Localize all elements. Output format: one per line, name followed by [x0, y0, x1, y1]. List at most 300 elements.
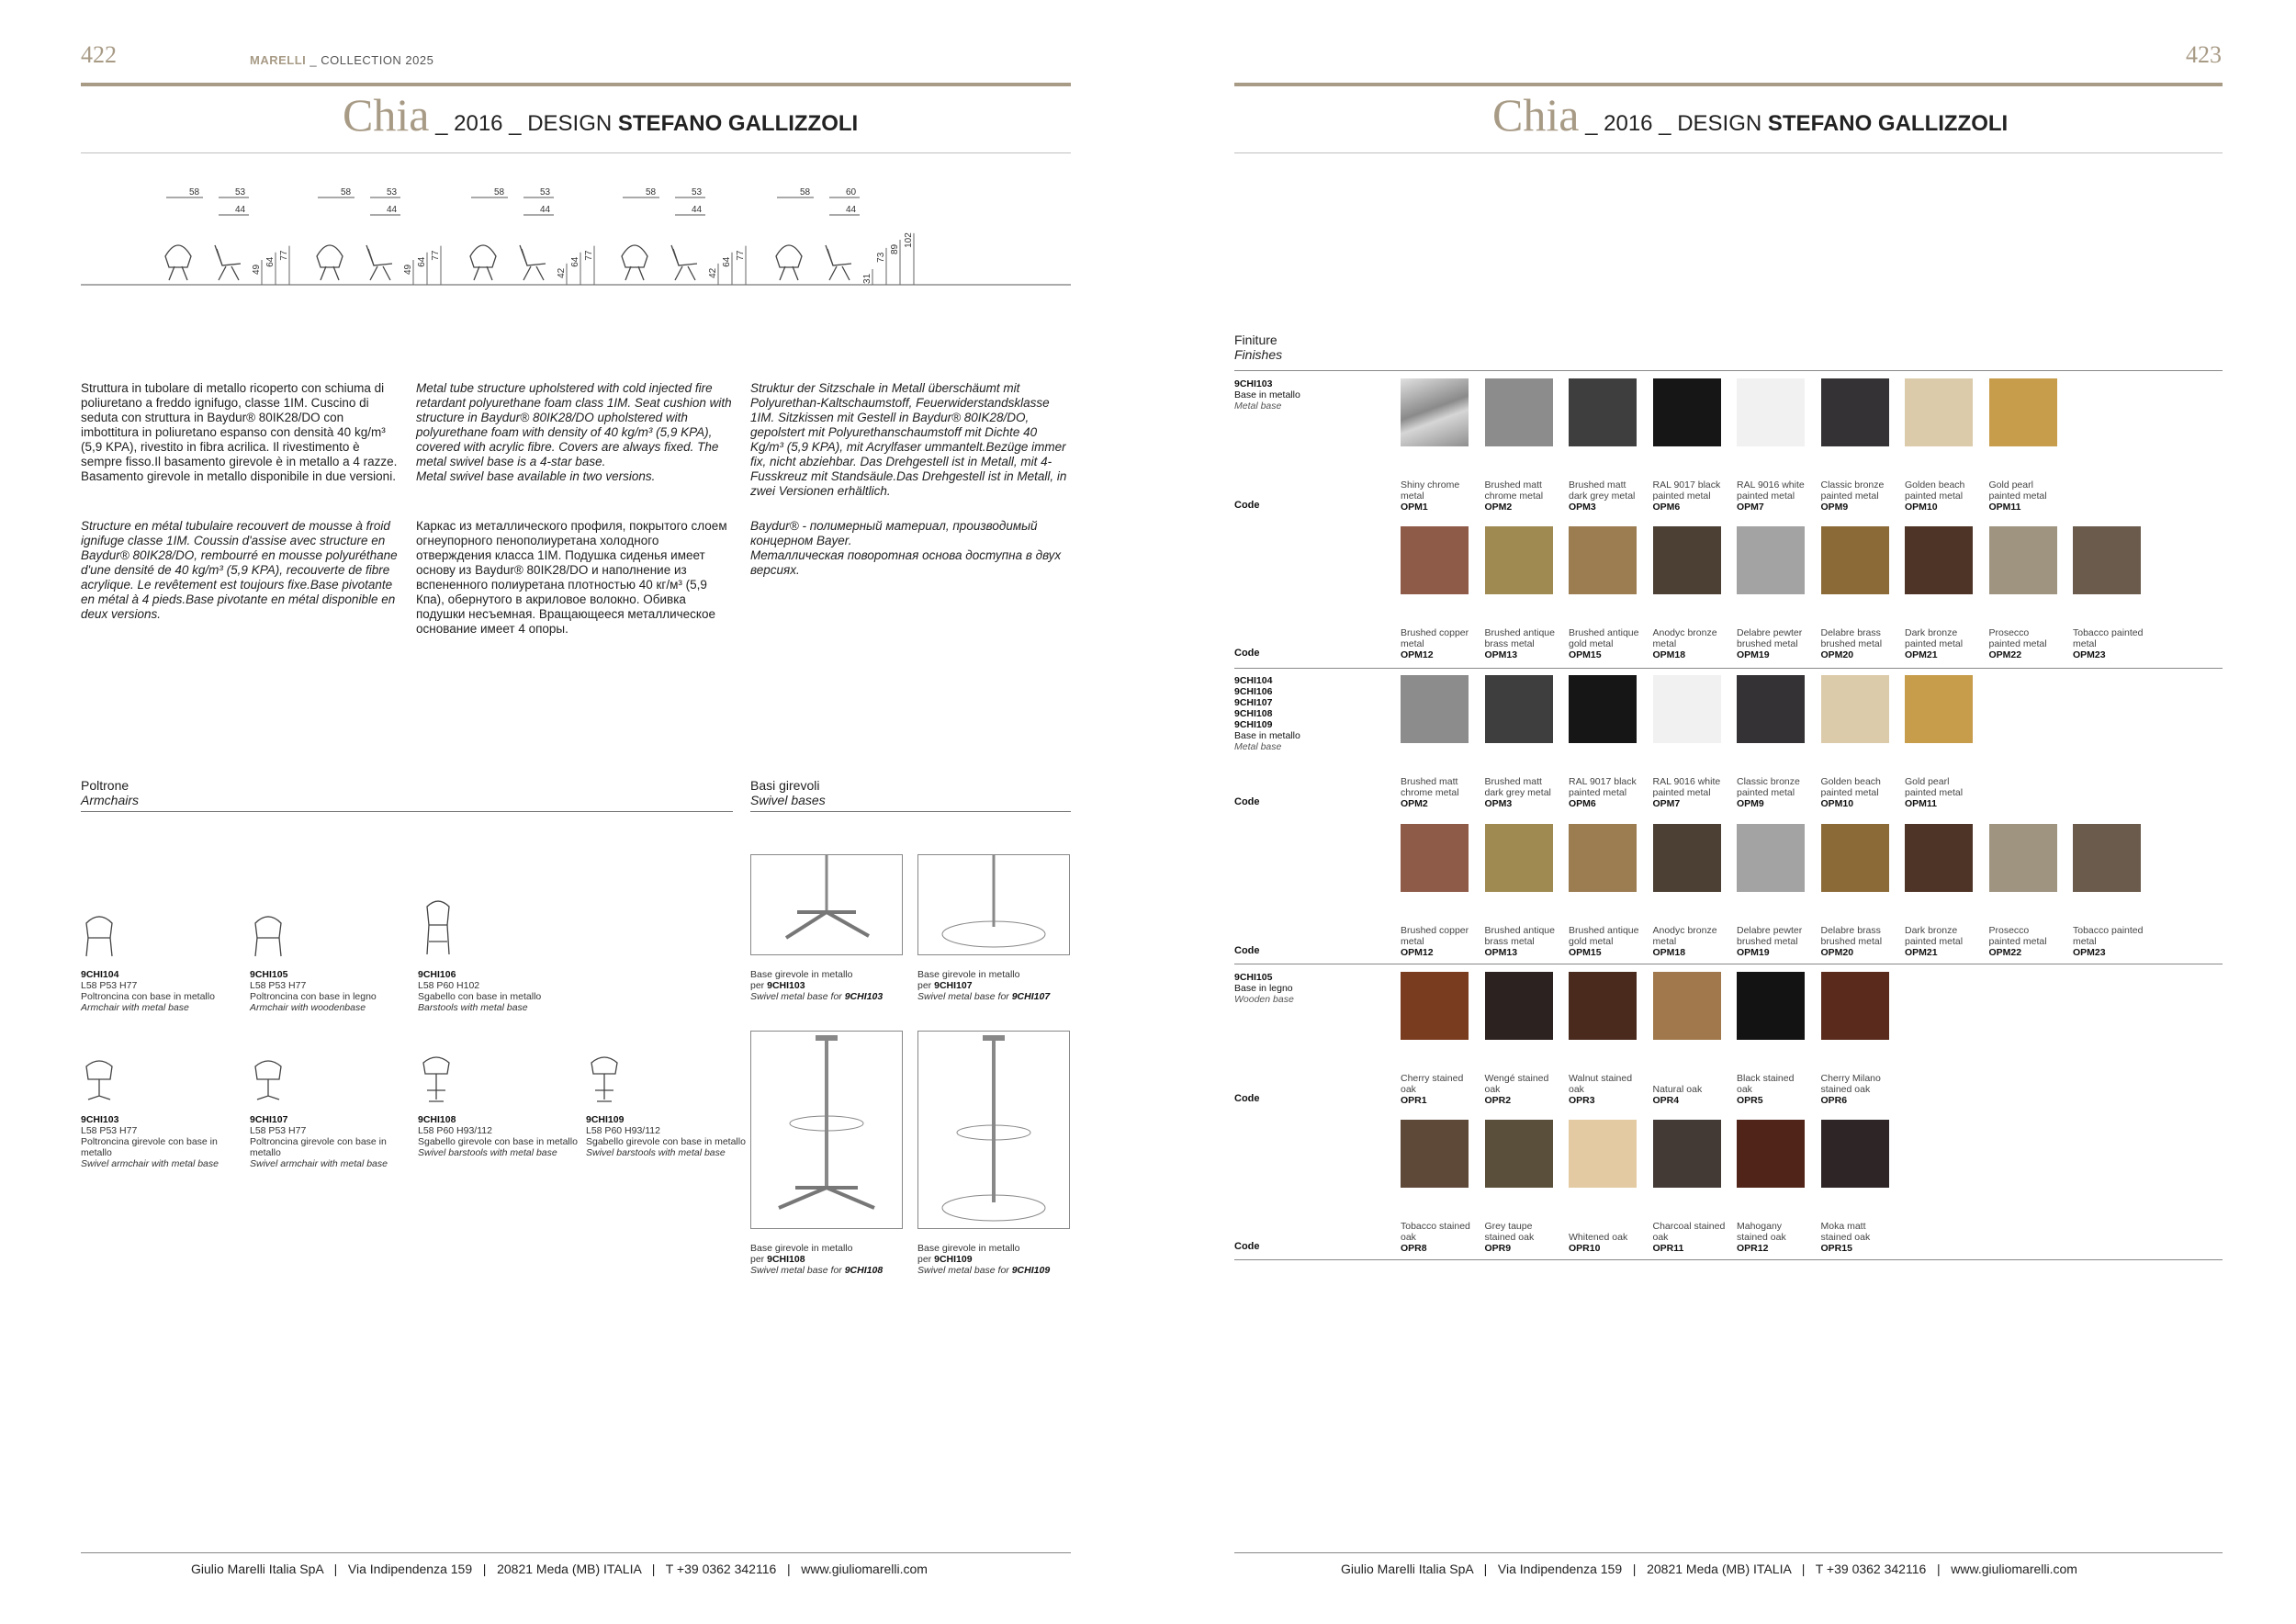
finish-swatch: [1737, 824, 1805, 892]
finish-swatch: [1401, 675, 1469, 743]
finish-swatch: [1653, 824, 1721, 892]
year-design-label: _ 2016 _ DESIGN: [1585, 111, 1762, 136]
armchair-dimensions: L58 P60 H93/112: [418, 1125, 492, 1136]
bases-rule: [750, 811, 1071, 812]
armchair-thumbnail: [81, 905, 136, 960]
finish-name: Delabre pewter brushed metal: [1737, 627, 1803, 649]
armchair-desc-it: Poltroncina con base in legno: [250, 991, 377, 1002]
dimension-depth: 53: [387, 187, 398, 197]
finish-code: OPM11: [1905, 798, 1938, 809]
armchair-desc-it: Poltroncina girevole con base in metallo: [250, 1136, 387, 1158]
dimension-depth: 60: [846, 187, 857, 197]
finish-swatch-label: [1905, 627, 1978, 660]
finish-swatch: [1821, 675, 1889, 743]
finish-name: Dark bronze painted metal: [1905, 627, 1964, 649]
finish-swatch: [1989, 526, 2057, 594]
finish-name: Shiny chrome metal: [1401, 479, 1460, 502]
dimension-width: 58: [494, 187, 505, 197]
armchair-thumbnail: [586, 1050, 641, 1105]
armchair-desc-it: Poltroncina girevole con base in metallo: [81, 1136, 218, 1158]
armchair-code: 9CHI105: [250, 969, 288, 980]
finish-name: Golden beach painted metal: [1905, 479, 1965, 502]
finish-group-code: 9CHI105: [1234, 972, 1273, 983]
designer-name: STEFANO GALLIZZOLI: [1767, 111, 2009, 136]
finish-code: OPM13: [1484, 649, 1518, 660]
finish-code: OPM18: [1652, 649, 1686, 660]
armchair-desc-it: Sgabello con base in metallo: [418, 991, 542, 1002]
finish-swatch-label: [1653, 925, 1727, 958]
finish-swatch-label: [1485, 479, 1559, 513]
finish-swatch: [1821, 1120, 1889, 1188]
finish-swatch-label: [1653, 479, 1727, 513]
armchair-desc-en: Barstools with metal base: [418, 1002, 528, 1013]
footer-rule-right: [1234, 1552, 2223, 1553]
finish-swatch-label: [1485, 776, 1559, 809]
finish-name: Tobacco painted metal: [2073, 925, 2144, 947]
finish-code: OPM20: [1820, 947, 1854, 958]
finish-swatch: [1569, 1120, 1637, 1188]
finish-swatch: [1401, 1120, 1469, 1188]
finish-code: OPR1: [1401, 1095, 1427, 1106]
finish-swatch: [1569, 972, 1637, 1040]
finish-swatch: [1821, 972, 1889, 1040]
armchair-desc-it: Sgabello girevole con base in metallo: [418, 1136, 578, 1147]
description-ru-extra: Baydur® - полимерный материал, производимый концерном Bayer. Металлическая поворотная основа доступна в двух версиях.: [750, 519, 1062, 577]
chair-front-icon: [470, 245, 496, 280]
dimension-height: 77: [279, 250, 289, 261]
chair-front-icon: [317, 245, 343, 280]
finish-swatch: [1653, 972, 1721, 1040]
armchair-item: [418, 1114, 581, 1158]
finish-name: Gold pearl painted metal: [1905, 776, 1964, 798]
finish-code: OPR2: [1484, 1095, 1512, 1106]
top-rule-right: [1234, 83, 2223, 86]
finish-group-label: [1234, 675, 1372, 752]
armchair-thumbnail: [81, 1050, 136, 1105]
armchair-code: 9CHI106: [418, 969, 456, 980]
armchair-dimensions: L58 P53 H77: [81, 1125, 138, 1136]
bases-heading-it: Basi girevoli: [750, 778, 820, 793]
finish-name: Tobacco painted metal: [2073, 627, 2144, 649]
code-label: Code: [1234, 1093, 1260, 1104]
title-rule-left: [81, 152, 1071, 153]
base-caption-en: Swivel metal base for: [917, 1265, 1009, 1276]
armchairs-heading-it: Poltrone: [81, 778, 129, 793]
chair-front-icon: [622, 245, 647, 280]
finish-name: RAL 9016 white painted metal: [1737, 479, 1805, 502]
base-caption-it: Base girevole in metallo: [750, 1243, 853, 1254]
finish-name: Prosecco painted metal: [1988, 925, 2047, 947]
finish-group-desc-it: Base in metallo: [1234, 389, 1300, 400]
finish-code: OPR3: [1569, 1095, 1595, 1106]
dimension-seat: 44: [235, 205, 246, 215]
finish-code: OPM3: [1484, 798, 1513, 809]
base-image-9chi103: [750, 854, 903, 955]
finish-swatch: [1401, 824, 1469, 892]
dimension-height: 77: [736, 250, 746, 261]
finish-swatch-label: [2073, 925, 2146, 958]
finish-name: Golden beach painted metal: [1820, 776, 1881, 798]
finish-code: OPR12: [1737, 1243, 1769, 1254]
finish-swatch-label: [1905, 776, 1978, 809]
base-caption-per: per: [750, 980, 765, 991]
finish-swatch: [1821, 824, 1889, 892]
finish-swatch: [1569, 675, 1637, 743]
armchair-dimensions: L58 P53 H77: [250, 980, 307, 991]
finish-swatch: [1653, 378, 1721, 446]
finish-swatch-label: [1401, 479, 1474, 513]
top-rule-left: [81, 83, 1071, 86]
finish-group-code: 9CHI108: [1234, 708, 1273, 719]
finish-code: OPM21: [1905, 649, 1938, 660]
finish-swatch: [1821, 526, 1889, 594]
base-caption-per: per: [917, 980, 932, 991]
finish-name: Delabre pewter brushed metal: [1737, 925, 1803, 947]
finish-swatch: [1989, 378, 2057, 446]
dimension-height: 64: [417, 256, 427, 267]
finish-code: OPR10: [1569, 1243, 1601, 1254]
armchair-desc-en: Swivel armchair with metal base: [250, 1158, 388, 1169]
dimension-drawing: [81, 179, 1071, 289]
finish-swatch-label: [1989, 925, 2063, 958]
finish-name: Brushed antique brass metal: [1484, 627, 1555, 649]
finish-swatch: [1401, 526, 1469, 594]
base-caption-4: [917, 1243, 1050, 1276]
armchair-thumbnail: [250, 905, 305, 960]
dimension-height: 64: [570, 256, 580, 267]
finish-code: OPM19: [1737, 947, 1770, 958]
page-title-left: [343, 88, 858, 141]
base-caption-en: Swivel metal base for: [750, 991, 842, 1002]
finish-code: OPM13: [1484, 947, 1518, 958]
dimension-width: 58: [800, 187, 811, 197]
finish-swatch-label: [1401, 1221, 1474, 1254]
finish-code: OPM23: [2073, 649, 2106, 660]
finish-swatch: [1485, 824, 1553, 892]
bases-heading-en: Swivel bases: [750, 793, 826, 807]
finish-name: Wengé stained oak: [1484, 1073, 1549, 1095]
finish-name: RAL 9016 white painted metal: [1652, 776, 1721, 798]
dimension-height: 64: [265, 256, 276, 267]
finish-name: Mahogany stained oak: [1737, 1221, 1786, 1243]
dimension-depth: 53: [692, 187, 703, 197]
finish-code: OPR8: [1401, 1243, 1427, 1254]
finish-name: Anodyc bronze metal: [1652, 925, 1717, 947]
chair-side-icon: [520, 245, 546, 280]
finish-name: Delabre brass brushed metal: [1820, 627, 1883, 649]
dimension-height: 77: [431, 250, 441, 261]
finish-code: OPM6: [1569, 798, 1596, 809]
description-ru: Каркас из металлического профиля, покрытого слоем огнеупорного пенополиуретана холодного отверждения класса 1IM. Подушка сиденья имеет основу из Baydur® 80IK28/DO и наполнение из вспененного полиуретана плотностью 40 кг/м³ (5,9 Кпа), обернутого в акриловое волокно. Обивка подушки несъемная. Вращающееся металлическое основание имеет 4 опоры.: [416, 519, 727, 636]
brand-name: MARELLI: [250, 53, 307, 67]
finish-swatch: [1905, 526, 1973, 594]
finish-name: Brushed matt dark grey metal: [1569, 479, 1636, 502]
base-caption-code-en: 9CHI107: [1011, 991, 1051, 1002]
chair-side-icon: [366, 245, 392, 280]
finish-group-code: 9CHI109: [1234, 719, 1273, 730]
finish-swatch: [1821, 378, 1889, 446]
base-caption-it: Base girevole in metallo: [917, 969, 1020, 980]
finish-swatch: [1989, 824, 2057, 892]
dimension-width: 58: [341, 187, 352, 197]
description-de: Struktur der Sitzschale in Metall überschäumt mit Polyurethan-Kaltschaumstoff, Feuerwiderstandsklasse 1IM. Sitzkissen mit Gestell in Baydur® 80IK28/DO, gepolstert mit Polyurethanschaumstoff mit Dichte 40 Kg/m³ (5,9 KPA), mit Acrylfaser ummantelt.Bezüge immer fix, nicht abziehbar. Das Drehgestell ist in Metall, mit 4-Fusskreuz mit Standsäule.Das Drehgestell ist in Metall, in zwei Versionen erhältlich.: [750, 381, 1067, 498]
armchair-item: [81, 1114, 244, 1169]
finish-swatch-label: [1737, 479, 1810, 513]
finish-swatch: [1737, 675, 1805, 743]
code-label: Code: [1234, 1241, 1260, 1252]
finish-code: OPR5: [1737, 1095, 1763, 1106]
finish-code: OPM22: [1988, 947, 2022, 958]
armchair-thumbnail: [418, 1050, 473, 1105]
base-caption-2: [917, 969, 1050, 1002]
finish-name: Charcoal stained oak: [1652, 1221, 1726, 1243]
chair-front-icon: [165, 245, 191, 280]
chair-side-icon: [826, 245, 851, 280]
finish-name: Moka matt stained oak: [1820, 1221, 1871, 1243]
finish-swatch: [2073, 526, 2141, 594]
dimension-height: 31: [862, 273, 872, 284]
finish-code: OPM2: [1401, 798, 1428, 809]
product-name: Chia: [1492, 89, 1580, 141]
chair-front-icon: [776, 245, 802, 280]
finish-code: OPM10: [1905, 502, 1938, 513]
base-caption-it: Base girevole in metallo: [750, 969, 853, 980]
armchair-dimensions: L58 P60 H102: [418, 980, 480, 991]
finishes-heading: [1234, 333, 1282, 362]
bases-heading: [750, 778, 826, 807]
base-caption-en: Swivel metal base for: [917, 991, 1009, 1002]
finish-name: RAL 9017 black painted metal: [1652, 479, 1721, 502]
finish-swatch: [1485, 526, 1553, 594]
finish-name: Whitened oak: [1569, 1232, 1628, 1243]
finish-swatch: [1737, 972, 1805, 1040]
finish-code: OPM11: [1988, 502, 2021, 513]
base-caption-code: 9CHI107: [934, 980, 973, 991]
code-label: Code: [1234, 500, 1260, 511]
finish-group-code: 9CHI104: [1234, 675, 1273, 686]
finish-code: OPM18: [1652, 947, 1686, 958]
finish-name: Classic bronze painted metal: [1737, 776, 1800, 798]
finish-swatch-label: [1653, 776, 1727, 809]
finish-swatch-label: [1737, 1221, 1810, 1254]
dimension-width: 58: [646, 187, 657, 197]
finish-code: OPM23: [2073, 947, 2106, 958]
finish-swatch-label: [1821, 479, 1895, 513]
armchair-thumbnail: [418, 905, 473, 960]
armchair-code: 9CHI107: [250, 1114, 288, 1125]
base-caption-code-en: 9CHI103: [844, 991, 884, 1002]
finish-name: Tobacco stained oak: [1401, 1221, 1470, 1243]
armchair-code: 9CHI103: [81, 1114, 119, 1125]
finish-name: Brushed matt chrome metal: [1401, 776, 1459, 798]
description-it: Struttura in tubolare di metallo ricoperto con schiuma di poliuretano a freddo ignifugo, classe 1IM. Cuscino di seduta con struttura in Baydur® 80IK28/DO con imbottitura in poliuretano espanso con densità 40 kg/m³ (5,9 KPA), rivestito in fibra acrilica. Il rivestimento è sempre fisso.Il basamento girevole è in metallo a 4 razze. Basamento girevole in metallo disponibile in due versioni.: [81, 381, 398, 483]
base-caption-1: [750, 969, 883, 1002]
footer-left: Giulio Marelli Italia SpA | Via Indipendenza 159 | 20821 Meda (MB) ITALIA | T +39 0362 342116 | www.giuliomarelli.com: [191, 1562, 928, 1576]
finish-swatch: [1905, 675, 1973, 743]
base-image-9chi108: [750, 1031, 903, 1229]
finish-code: OPM15: [1569, 649, 1602, 660]
finish-swatch: [1485, 1120, 1553, 1188]
description-en: Metal tube structure upholstered with cold injected fire retardant polyurethane foam class 1IM. Seat cushion with structure in Baydur® 80IK28/DO upholstered with polyurethane foam with density of 40 kg/m³ (5,9 KPA), covered with acrylic fibre. Covers are always fixed. The metal swivel base is a 4-star base. Metal swivel base available in two versions.: [416, 381, 732, 483]
finish-name: Brushed matt dark grey metal: [1484, 776, 1551, 798]
page-title-right: [1492, 88, 2008, 141]
finish-swatch-label: [1401, 1073, 1474, 1106]
armchair-code: 9CHI104: [81, 969, 119, 980]
armchair-desc-en: Swivel barstools with metal base: [418, 1147, 557, 1158]
armchair-dimensions: L58 P60 H93/112: [586, 1125, 660, 1136]
finish-swatch-label: [1821, 627, 1895, 660]
finish-name: Black stained oak: [1737, 1073, 1795, 1095]
finish-code: OPR6: [1820, 1095, 1848, 1106]
finish-swatch: [2073, 824, 2141, 892]
finish-code: OPM2: [1484, 502, 1513, 513]
dimension-height: 102: [904, 232, 914, 248]
collection-label: _ COLLECTION 2025: [310, 53, 434, 67]
finish-code: OPM7: [1737, 502, 1764, 513]
finish-swatch-label: [2073, 627, 2146, 660]
finishes-rule: [1234, 668, 2223, 669]
finish-swatch-label: [1569, 1232, 1642, 1254]
finish-code: OPR4: [1652, 1095, 1680, 1106]
armchair-item: [81, 969, 244, 1013]
base-caption-it: Base girevole in metallo: [917, 1243, 1020, 1254]
finish-swatch: [1653, 675, 1721, 743]
armchairs-heading-en: Armchairs: [81, 793, 140, 807]
finishes-heading-it: Finiture: [1234, 333, 1277, 347]
finish-swatch: [1905, 378, 1973, 446]
finish-swatch: [1905, 824, 1973, 892]
code-label: Code: [1234, 796, 1260, 807]
finish-name: Delabre brass brushed metal: [1820, 925, 1883, 947]
base-caption-per: per: [750, 1254, 765, 1265]
dimension-height: 49: [403, 264, 413, 276]
armchair-item: [250, 1114, 413, 1169]
finish-name: RAL 9017 black painted metal: [1569, 776, 1637, 798]
finish-swatch-label: [1737, 925, 1810, 958]
base-caption-code-en: 9CHI109: [1011, 1265, 1051, 1276]
finish-swatch: [1737, 526, 1805, 594]
dimension-height: 77: [584, 250, 594, 261]
finish-swatch-label: [1485, 1221, 1559, 1254]
armchair-desc-en: Armchair with woodenbase: [250, 1002, 366, 1013]
finish-code: OPR9: [1484, 1243, 1512, 1254]
finish-swatch-label: [1905, 925, 1978, 958]
finish-group-desc-en: Metal base: [1234, 400, 1282, 412]
finishes-rule: [1234, 1259, 2223, 1260]
dimension-height: 49: [252, 264, 262, 276]
armchair-dimensions: L58 P53 H77: [250, 1125, 307, 1136]
finish-swatch: [1401, 972, 1469, 1040]
armchair-item: [586, 1114, 749, 1158]
armchair-dimensions: L58 P53 H77: [81, 980, 138, 991]
finish-group-label: [1234, 378, 1372, 412]
dimension-height: 64: [722, 256, 732, 267]
base-caption-per: per: [917, 1254, 932, 1265]
finish-group-code: 9CHI103: [1234, 378, 1273, 389]
finish-group-label: [1234, 972, 1372, 1005]
description-fr: Structure en métal tubulaire recouvert de mousse à froid ignifuge classe 1IM. Coussin d'assise avec structure en Baydur® 80IK28/DO, rembourré en mousse polyuréthane d'une densité de 40 kg/m³ (5,9 KPA), recouverte de fibre acrylique. Le revêtement est toujours fixe.Base pivotante en métal à 4 pieds.Base pivotante en métal disponible en deux versions.: [81, 519, 398, 621]
base-caption-code: 9CHI103: [767, 980, 805, 991]
finish-group-desc-en: Metal base: [1234, 741, 1282, 752]
finish-swatch: [1401, 378, 1469, 446]
finish-group-desc-it: Base in legno: [1234, 983, 1293, 994]
finishes-rule: [1234, 370, 2223, 371]
finish-code: OPM6: [1652, 502, 1681, 513]
finish-swatch-label: [1737, 627, 1810, 660]
finish-swatch: [1737, 1120, 1805, 1188]
finish-name: Walnut stained oak: [1569, 1073, 1633, 1095]
finish-code: OPM22: [1988, 649, 2022, 660]
finish-name: Prosecco painted metal: [1988, 627, 2047, 649]
finish-code: OPM12: [1401, 947, 1434, 958]
finish-code: OPM3: [1569, 502, 1596, 513]
dimension-seat: 44: [540, 205, 551, 215]
finish-swatch-label: [1653, 1221, 1727, 1254]
finish-name: Classic bronze painted metal: [1820, 479, 1885, 502]
finish-group-desc-it: Base in metallo: [1234, 730, 1300, 741]
finish-name: Brushed copper metal: [1401, 627, 1469, 649]
finish-swatch: [1485, 675, 1553, 743]
finish-swatch-label: [1569, 479, 1642, 513]
armchair-code: 9CHI109: [586, 1114, 625, 1125]
finish-swatch-label: [1821, 925, 1895, 958]
finish-name: Brushed antique gold metal: [1569, 925, 1639, 947]
code-label: Code: [1234, 648, 1260, 659]
finish-name: Anodyc bronze metal: [1652, 627, 1717, 649]
armchair-desc-it: Poltroncina con base in metallo: [81, 991, 215, 1002]
finish-swatch: [1569, 824, 1637, 892]
finish-swatch-label: [1569, 776, 1642, 809]
designer-name: STEFANO GALLIZZOLI: [617, 111, 859, 136]
finish-group-code: 9CHI106: [1234, 686, 1273, 697]
finish-swatch-label: [1821, 1221, 1895, 1254]
finish-code: OPR11: [1652, 1243, 1684, 1254]
finish-swatch: [1653, 526, 1721, 594]
dimension-depth: 53: [235, 187, 246, 197]
finish-swatch-label: [1569, 925, 1642, 958]
dimension-height: 42: [708, 267, 718, 278]
base-image-9chi109: [917, 1031, 1070, 1229]
finish-swatch-label: [1485, 925, 1559, 958]
base-caption-code-en: 9CHI108: [844, 1265, 884, 1276]
armchairs-heading: [81, 778, 139, 807]
finish-code: OPM9: [1737, 798, 1764, 809]
base-caption-3: [750, 1243, 883, 1276]
dimension-width: 58: [189, 187, 200, 197]
finish-swatch-label: [1821, 776, 1895, 809]
finish-swatch-label: [1989, 479, 2063, 513]
finish-code: OPR15: [1820, 1243, 1852, 1254]
finish-name: Cherry stained oak: [1401, 1073, 1464, 1095]
finish-code: OPM15: [1569, 947, 1602, 958]
brand-collection: [250, 53, 433, 67]
dimension-seat: 44: [846, 205, 857, 215]
finish-name: Gold pearl painted metal: [1988, 479, 2047, 502]
finish-swatch-label: [1737, 1073, 1810, 1106]
finish-code: OPM1: [1401, 502, 1428, 513]
base-caption-code: 9CHI109: [934, 1254, 973, 1265]
finish-name: Cherry Milano stained oak: [1820, 1073, 1881, 1095]
dimension-seat: 44: [692, 205, 703, 215]
finish-code: OPM12: [1401, 649, 1434, 660]
finishes-heading-en: Finishes: [1234, 347, 1283, 362]
finish-name: Natural oak: [1652, 1084, 1703, 1095]
finish-name: Grey taupe stained oak: [1484, 1221, 1535, 1243]
armchair-desc-en: Armchair with metal base: [81, 1002, 189, 1013]
product-name: Chia: [343, 89, 430, 141]
finish-code: OPM10: [1820, 798, 1854, 809]
year-design-label: _ 2016 _ DESIGN: [435, 111, 613, 136]
